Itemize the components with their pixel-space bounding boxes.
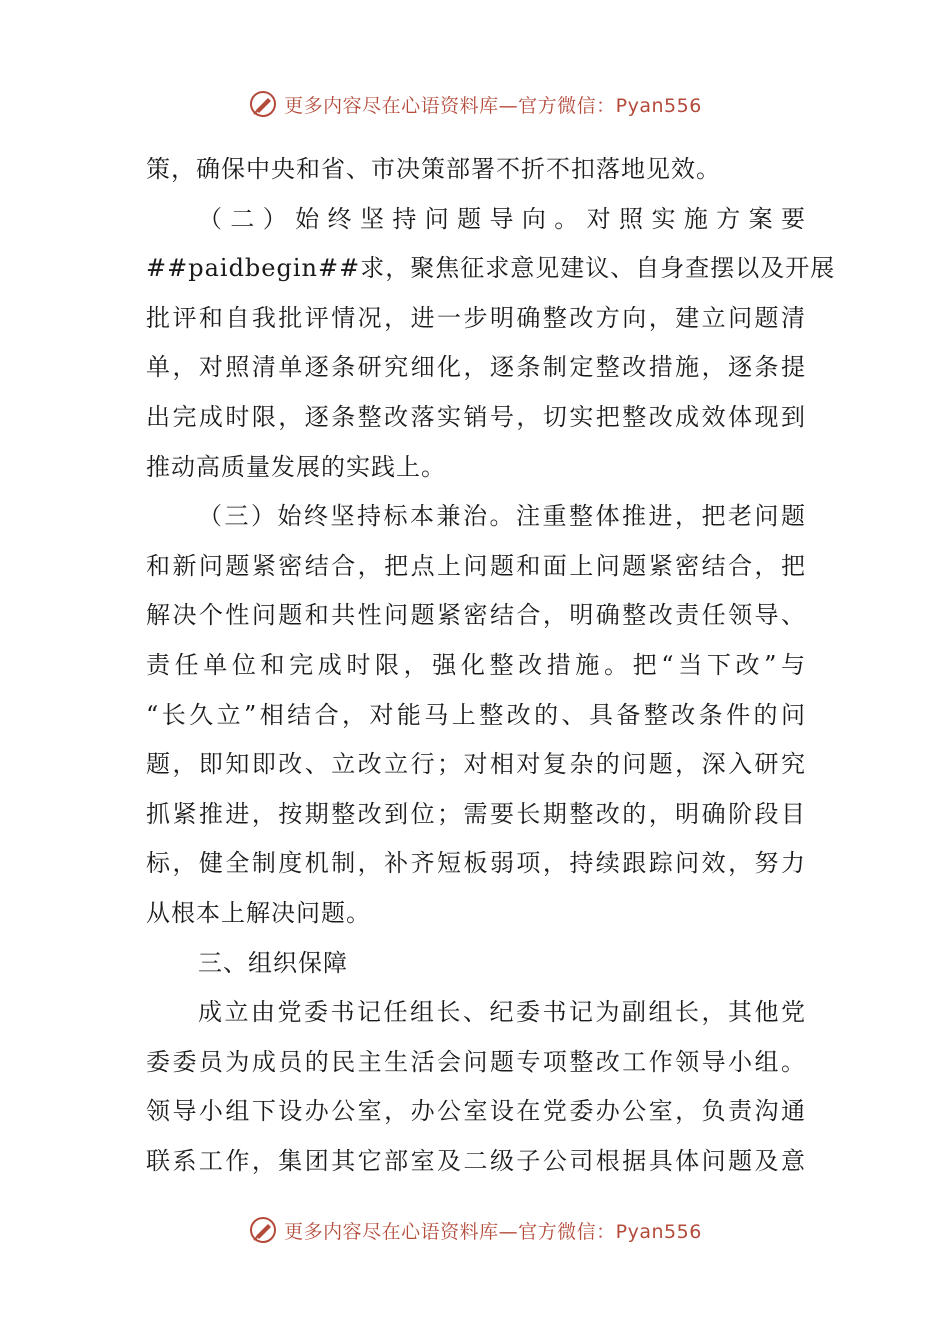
watermark-library-text: 更多内容尽在心语资料库: [284, 94, 499, 117]
paragraph-line: 领导小组下设办公室，办公室设在党委办公室，负责沟通: [146, 1097, 806, 1126]
paragraph-line: “长久立”相结合，对能马上整改的、具备整改条件的问: [146, 700, 806, 729]
paragraph-line: ##paidbegin##求，聚焦征求意见建议、自身查摆以及开展: [146, 254, 836, 283]
watermark-header: [0, 84, 950, 124]
paragraph-line: 策，确保中央和省、市决策部署不折不扣落地见效。: [146, 155, 721, 183]
paragraph-line: 出完成时限，逐条整改落实销号，切实把整改成效体现到: [146, 402, 806, 431]
paragraph-line: 责任单位和完成时限，强化整改措施。把“当下改”与: [146, 650, 806, 679]
pen-seal-icon: [248, 1215, 278, 1245]
watermark-text: [284, 91, 702, 118]
pen-seal-icon: [248, 89, 278, 119]
watermark-contact-text: 官方微信：Pyan556: [518, 1220, 702, 1243]
paragraph-line: （二）始终坚持问题导向。对照实施方案要: [198, 204, 806, 233]
watermark-dash: —: [498, 94, 519, 117]
paragraph-line: 标，健全制度机制，补齐短板弱项，持续跟踪问效，努力: [146, 849, 806, 878]
paragraph-line: 成立由党委书记任组长、纪委书记为副组长，其他党: [198, 998, 806, 1027]
paragraph-line: 题，即知即改、立改立行；对相对复杂的问题，深入研究: [146, 750, 806, 779]
watermark-dash: —: [498, 1220, 519, 1243]
watermark-contact-text: 官方微信：Pyan556: [518, 94, 702, 117]
section-heading: 三、组织保障: [198, 948, 348, 977]
paragraph-line: 批评和自我批评情况，进一步明确整改方向，建立问题清: [146, 303, 806, 332]
document-body: [146, 145, 836, 1186]
paragraph-line: 联系工作，集团其它部室及二级子公司根据具体问题及意: [146, 1146, 806, 1175]
paragraph-line: （三）始终坚持标本兼治。注重整体推进，把老问题: [198, 502, 806, 531]
watermark-text: [284, 1217, 702, 1244]
paragraph-line: 推动高质量发展的实践上。: [146, 452, 446, 481]
paragraph-line: 抓紧推进，按期整改到位；需要长期整改的，明确阶段目: [146, 799, 806, 828]
watermark-library-text: 更多内容尽在心语资料库: [284, 1220, 499, 1243]
paragraph-line: 和新问题紧密结合，把点上问题和面上问题紧密结合，把: [146, 551, 806, 580]
paragraph-line: 解决个性问题和共性问题紧密结合，明确整改责任领导、: [146, 601, 806, 630]
paragraph-line: 从根本上解决问题。: [146, 898, 371, 927]
watermark-footer: [0, 1210, 950, 1250]
paragraph-line: 单，对照清单逐条研究细化，逐条制定整改措施，逐条提: [146, 353, 806, 382]
paragraph-line: 委委员为成员的民主生活会问题专项整改工作领导小组。: [146, 1047, 806, 1076]
